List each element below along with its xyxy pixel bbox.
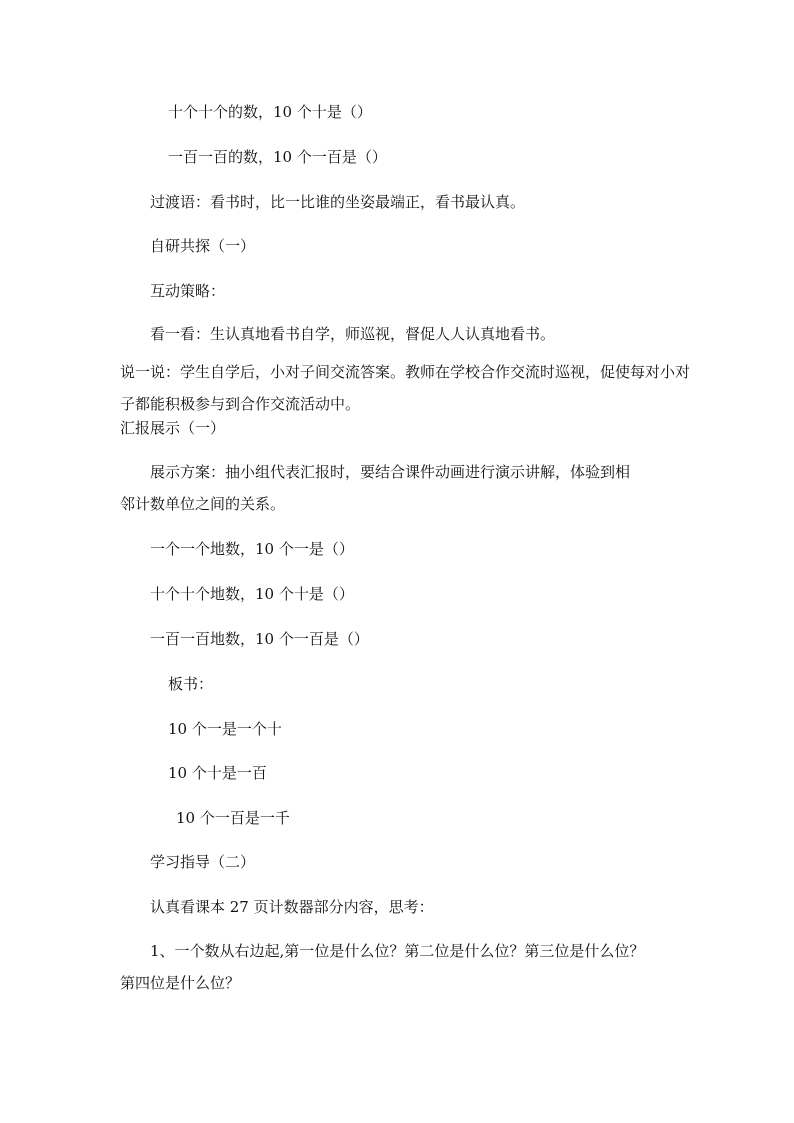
question-line: 第四位是什么位？ (120, 974, 241, 992)
section-heading: 学习指导（二） (150, 853, 256, 871)
text-line: 一百一百地数，10 个一百是（） (150, 630, 369, 648)
question-line: 1、一个数从右边起,第一位是什么位？第二位是什么位？第三位是什么位？ (150, 942, 645, 960)
section-heading: 汇报展示（一） (120, 419, 226, 437)
text-line: 十个十个地数，10 个十是（） (150, 585, 354, 603)
board-line: 10 个一百是一千 (176, 809, 290, 827)
text-line: 看一看：生认真地看书自学，师巡视，督促人人认真地看书。 (150, 325, 556, 343)
text-line: 一百一百的数，10 个一百是（） (168, 148, 387, 166)
text-line: 邻计数单位之间的关系。 (120, 495, 286, 513)
transition-text: 过渡语：看书时，比一比谁的坐姿最端正，看书最认真。 (150, 193, 526, 211)
section-heading: 自研共探（一） (150, 237, 256, 255)
text-line: 十个十个的数，10 个十是（） (168, 103, 372, 121)
board-line: 10 个十是一百 (168, 764, 267, 782)
paragraph: 说一说：学生自学后，小对子间交流答案。教师在学校合作交流时巡视，促使每对小对子都能积极参与到合作交流活动中。 (120, 363, 691, 413)
text-line: 展示方案：抽小组代表汇报时，要结合课件动画进行演示讲解，体验到相 (150, 463, 631, 481)
board-label: 板书： (168, 675, 214, 693)
text-line: 一个一个地数，10 个一是（） (150, 540, 354, 558)
text-line: 认真看课本 27 页计数器部分内容，思考： (150, 898, 434, 916)
strategy-label: 互动策略： (150, 282, 226, 300)
board-line: 10 个一是一个十 (168, 720, 282, 738)
